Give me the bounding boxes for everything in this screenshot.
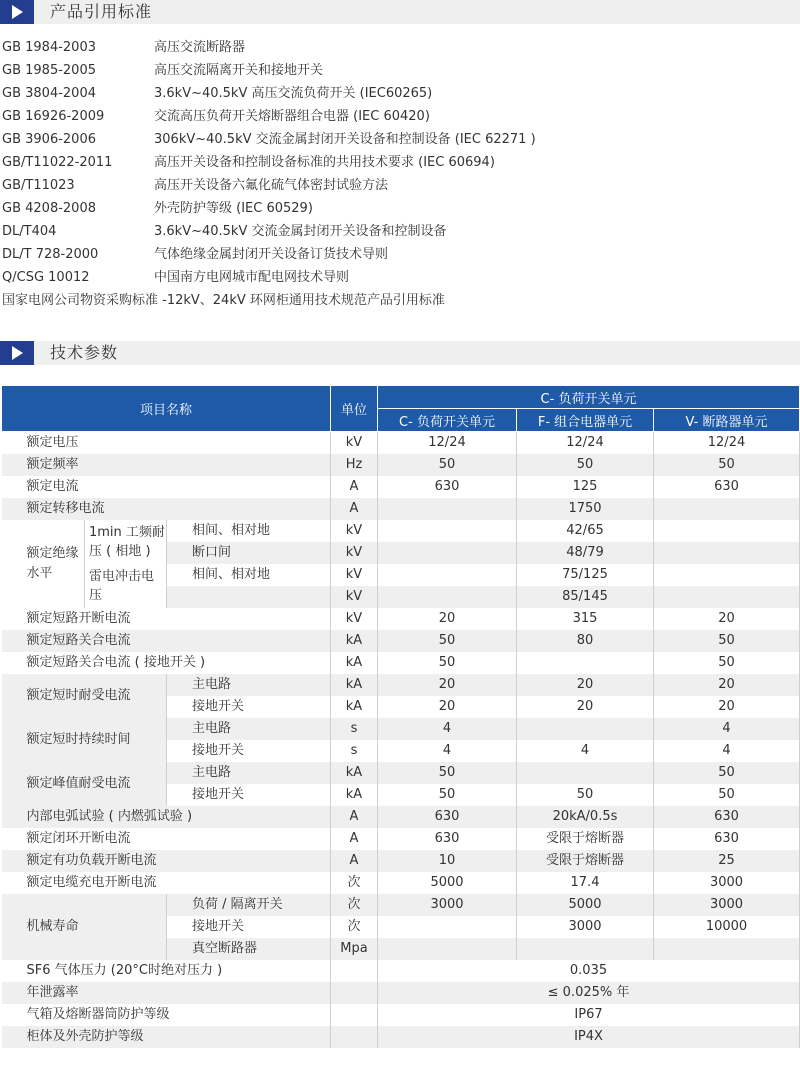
standard-row — [2, 82, 792, 105]
value-c — [378, 520, 517, 542]
value-c: 50 — [378, 784, 517, 806]
value-v: 50 — [654, 762, 800, 784]
standard-name: 交流高压负荷开关熔断器组合电器 (IEC 60420) — [154, 109, 430, 124]
value-f: 50 — [517, 454, 654, 476]
row-unit: kV — [331, 432, 378, 455]
value-c: 10 — [378, 850, 517, 872]
value-v: 20 — [654, 608, 800, 630]
row-subgroup-label: 1min 工频耐压 ( 相地 ) — [85, 520, 167, 564]
row-unit: kA — [331, 696, 378, 718]
table-row — [2, 454, 800, 476]
value-v — [654, 542, 800, 564]
value-v: 20 — [654, 674, 800, 696]
standard-name: 高压开关设备和控制设备标准的共用技术要求 (IEC 60694) — [154, 155, 495, 170]
standard-row — [2, 59, 792, 82]
row-label: 额定短时耐受电流 — [2, 674, 167, 718]
row-unit — [331, 982, 378, 1004]
value-f: 受限于熔断器 — [517, 828, 654, 850]
table-row — [2, 652, 800, 674]
row-unit: 次 — [331, 916, 378, 938]
value-v — [654, 564, 800, 586]
row-sub-label: 主电路 — [167, 674, 331, 696]
value-merged: IP4X — [378, 1026, 800, 1048]
value-f: 20 — [517, 696, 654, 718]
table-row — [2, 982, 800, 1004]
row-sub-label: 接地开关 — [167, 916, 331, 938]
value-f — [517, 938, 654, 960]
value-c: 630 — [378, 806, 517, 828]
row-unit: A — [331, 850, 378, 872]
standard-code: GB/T11022-2011 — [2, 155, 113, 170]
value-f: 42/65 — [517, 520, 654, 542]
row-unit: kA — [331, 784, 378, 806]
value-f: 20kA/0.5s — [517, 806, 654, 828]
row-unit: Hz — [331, 454, 378, 476]
row-sub-label: 断口间 — [167, 542, 331, 564]
row-unit: kV — [331, 542, 378, 564]
value-c: 12/24 — [378, 432, 517, 455]
header-col-c: C- 负荷开关单元 — [378, 409, 517, 432]
value-f: 12/24 — [517, 432, 654, 455]
row-unit: s — [331, 740, 378, 762]
section-header-params — [0, 341, 800, 365]
value-f: 50 — [517, 784, 654, 806]
value-c — [378, 938, 517, 960]
value-v — [654, 586, 800, 608]
row-unit: A — [331, 498, 378, 520]
value-v: 50 — [654, 630, 800, 652]
value-v: 12/24 — [654, 432, 800, 455]
standard-name: 气体绝缘金属封闭开关设备订货技术导则 — [154, 247, 389, 262]
table-row — [2, 806, 800, 828]
row-label: 额定电压 — [2, 432, 331, 455]
value-v: 50 — [654, 784, 800, 806]
value-v — [654, 498, 800, 520]
row-sub-label: 主电路 — [167, 718, 331, 740]
standards-note: 国家电网公司物资采购标准 -12kV、24kV 环网柜通用技术规范产品引用标准 — [2, 293, 445, 308]
value-f: 20 — [517, 674, 654, 696]
table-row — [2, 432, 800, 455]
value-v: 630 — [654, 828, 800, 850]
row-label: 额定电流 — [2, 476, 331, 498]
value-f — [517, 652, 654, 674]
standard-name: 3.6kV~40.5kV 交流金属封闭开关设备和控制设备 — [154, 224, 447, 239]
value-c: 50 — [378, 630, 517, 652]
value-v: 4 — [654, 740, 800, 762]
row-unit: A — [331, 828, 378, 850]
standard-name: 高压开关设备六氟化硫气体密封试验方法 — [154, 178, 389, 193]
row-label: 额定短路开断电流 — [2, 608, 331, 630]
row-unit: kA — [331, 652, 378, 674]
standard-name: 3.6kV~40.5kV 高压交流负荷开关 (IEC60265) — [154, 86, 433, 101]
standard-row — [2, 174, 792, 197]
standard-name: 高压交流断路器 — [154, 40, 246, 55]
row-label: 额定电缆充电开断电流 — [2, 872, 331, 894]
play-arrow-icon — [0, 341, 34, 365]
value-v: 50 — [654, 652, 800, 674]
row-label: 气箱及熔断器筒防护等级 — [2, 1004, 331, 1026]
value-c — [378, 916, 517, 938]
value-v: 50 — [654, 454, 800, 476]
standard-row — [2, 105, 792, 128]
standard-row — [2, 151, 792, 174]
section-title: 产品引用标准 — [50, 2, 153, 21]
standard-name: 中国南方电网城市配电网技术导则 — [154, 270, 350, 285]
value-v: 630 — [654, 806, 800, 828]
value-f: 315 — [517, 608, 654, 630]
standard-code: DL/T 728-2000 — [2, 247, 99, 262]
row-unit: kA — [331, 630, 378, 652]
table-row — [2, 828, 800, 850]
value-f: 75/125 — [517, 564, 654, 586]
standard-code: Q/CSG 10012 — [2, 270, 90, 285]
value-f: 125 — [517, 476, 654, 498]
value-c — [378, 586, 517, 608]
row-label: 内部电弧试验 ( 内燃弧试验 ) — [2, 806, 331, 828]
row-unit — [331, 1026, 378, 1048]
standard-row — [2, 220, 792, 243]
value-merged: ≤ 0.025% 年 — [378, 982, 800, 1004]
row-label: 年泄露率 — [2, 982, 331, 1004]
value-c: 4 — [378, 740, 517, 762]
row-label: 额定短时持续时间 — [2, 718, 167, 762]
row-unit: kA — [331, 674, 378, 696]
standard-name: 306kV~40.5kV 交流金属封闭开关设备和控制设备 (IEC 62271 ) — [154, 132, 536, 147]
value-c: 630 — [378, 828, 517, 850]
table-row — [2, 630, 800, 652]
value-f: 5000 — [517, 894, 654, 916]
value-merged: 0.035 — [378, 960, 800, 982]
row-label: SF6 气体压力 (20°C时绝对压力 ) — [2, 960, 331, 982]
header-group: C- 负荷开关单元 — [378, 386, 800, 409]
header-unit: 单位 — [331, 386, 378, 432]
row-sub-label — [167, 586, 331, 608]
row-unit: kA — [331, 762, 378, 784]
standard-code: GB 4208-2008 — [2, 201, 96, 216]
value-v — [654, 938, 800, 960]
value-c: 20 — [378, 608, 517, 630]
standard-name: 外壳防护等级 (IEC 60529) — [154, 201, 313, 216]
table-row — [2, 674, 800, 696]
row-subgroup-label: 雷电冲击电压 — [85, 564, 167, 608]
standard-row — [2, 197, 792, 220]
table-row — [2, 894, 800, 916]
row-sub-label: 接地开关 — [167, 740, 331, 762]
value-f: 4 — [517, 740, 654, 762]
header-col-f: F- 组合电器单元 — [517, 409, 654, 432]
standard-code: GB/T11023 — [2, 178, 75, 193]
value-c: 5000 — [378, 872, 517, 894]
standard-row — [2, 243, 792, 266]
value-c: 50 — [378, 762, 517, 784]
standard-code: GB 3804-2004 — [2, 86, 96, 101]
value-merged: IP67 — [378, 1004, 800, 1026]
table-row — [2, 718, 800, 740]
row-label: 额定转移电流 — [2, 498, 331, 520]
row-sub-label: 主电路 — [167, 762, 331, 784]
value-c: 50 — [378, 454, 517, 476]
row-label: 额定短路关合电流 ( 接地开关 ) — [2, 652, 331, 674]
parameter-table — [1, 385, 800, 1048]
value-c: 20 — [378, 674, 517, 696]
row-unit: s — [331, 718, 378, 740]
value-f: 3000 — [517, 916, 654, 938]
value-f — [517, 718, 654, 740]
value-c — [378, 542, 517, 564]
value-v: 630 — [654, 476, 800, 498]
table-row — [2, 520, 800, 542]
row-unit: Mpa — [331, 938, 378, 960]
value-c — [378, 564, 517, 586]
standard-row — [2, 266, 792, 289]
section-header-standards — [0, 0, 800, 24]
table-row — [2, 498, 800, 520]
section-title: 技术参数 — [50, 343, 119, 362]
standard-code: DL/T404 — [2, 224, 57, 239]
row-unit: kV — [331, 608, 378, 630]
value-f: 17.4 — [517, 872, 654, 894]
standard-code: GB 16926-2009 — [2, 109, 105, 124]
header-item: 项目名称 — [2, 386, 331, 432]
value-v: 25 — [654, 850, 800, 872]
row-sub-label: 接地开关 — [167, 784, 331, 806]
row-sub-label: 相间、相对地 — [167, 520, 331, 542]
row-unit — [331, 960, 378, 982]
row-unit: kV — [331, 586, 378, 608]
row-unit: kV — [331, 520, 378, 542]
row-unit: A — [331, 476, 378, 498]
value-f: 1750 — [517, 498, 654, 520]
standard-code: GB 1984-2003 — [2, 40, 96, 55]
standard-name: 高压交流隔离开关和接地开关 — [154, 63, 324, 78]
row-label: 额定短路关合电流 — [2, 630, 331, 652]
row-unit: kV — [331, 564, 378, 586]
table-row — [2, 564, 800, 586]
row-label: 柜体及外壳防护等级 — [2, 1026, 331, 1048]
table-row — [2, 476, 800, 498]
value-f: 48/79 — [517, 542, 654, 564]
row-label: 机械寿命 — [2, 894, 167, 960]
row-sub-label: 真空断路器 — [167, 938, 331, 960]
table-row — [2, 872, 800, 894]
table-row — [2, 1004, 800, 1026]
row-group-label: 额定绝缘水平 — [2, 520, 85, 608]
row-label: 额定峰值耐受电流 — [2, 762, 167, 806]
value-f — [517, 762, 654, 784]
row-sub-label: 负荷 / 隔离开关 — [167, 894, 331, 916]
row-sub-label: 相间、相对地 — [167, 564, 331, 586]
standard-code: GB 1985-2005 — [2, 63, 96, 78]
row-sub-label: 接地开关 — [167, 696, 331, 718]
value-v: 4 — [654, 718, 800, 740]
row-label: 额定闭环开断电流 — [2, 828, 331, 850]
play-arrow-icon — [0, 0, 34, 24]
row-unit: A — [331, 806, 378, 828]
row-unit: 次 — [331, 894, 378, 916]
value-c: 50 — [378, 652, 517, 674]
value-f: 85/145 — [517, 586, 654, 608]
standard-row — [2, 128, 792, 151]
header-col-v: V- 断路器单元 — [654, 409, 800, 432]
table-row — [2, 1026, 800, 1048]
value-c: 630 — [378, 476, 517, 498]
standard-code: GB 3906-2006 — [2, 132, 96, 147]
standard-row — [2, 36, 792, 59]
table-row — [2, 850, 800, 872]
table-row — [2, 608, 800, 630]
row-unit — [331, 1004, 378, 1026]
value-v: 3000 — [654, 894, 800, 916]
table-row — [2, 762, 800, 784]
value-v — [654, 520, 800, 542]
standards-list — [2, 36, 792, 289]
value-c: 3000 — [378, 894, 517, 916]
value-v: 20 — [654, 696, 800, 718]
row-label: 额定有功负载开断电流 — [2, 850, 331, 872]
row-unit: 次 — [331, 872, 378, 894]
row-label: 额定频率 — [2, 454, 331, 476]
value-v: 3000 — [654, 872, 800, 894]
value-c: 20 — [378, 696, 517, 718]
value-c — [378, 498, 517, 520]
table-row — [2, 960, 800, 982]
value-f: 受限于熔断器 — [517, 850, 654, 872]
value-f: 80 — [517, 630, 654, 652]
value-v: 10000 — [654, 916, 800, 938]
value-c: 4 — [378, 718, 517, 740]
